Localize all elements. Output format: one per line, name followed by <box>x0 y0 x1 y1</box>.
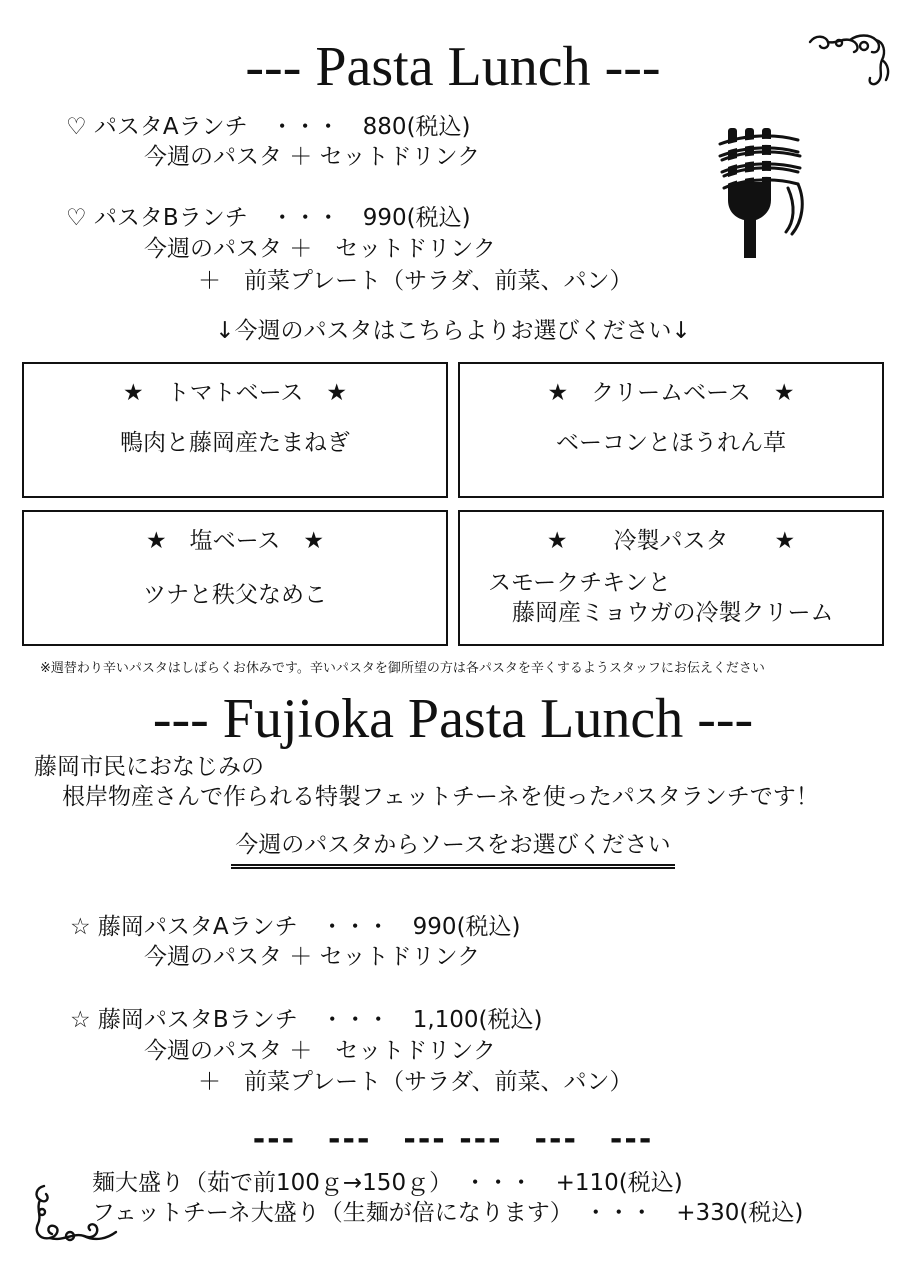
option-description-line2: 藤岡産ミョウガの冷製クリーム <box>512 600 834 626</box>
option-heading: ★ 塩ベース ★ <box>145 528 325 554</box>
fujioka-a-lunch-desc: 今週のパスタ ＋ セットドリンク <box>144 944 481 970</box>
sauce-prompt: 今週のパスタからソースをお選びください <box>231 830 674 869</box>
option-heading: ★ クリームベース ★ <box>547 380 795 406</box>
option-description-line1: スモークチキンと <box>488 570 671 596</box>
option-box-cream <box>458 362 884 498</box>
option-box-cold <box>458 510 884 646</box>
option-heading: ★ トマトベース ★ <box>122 380 348 406</box>
pasta-b-lunch-desc: 今週のパスタ ＋ セットドリンク <box>144 236 496 262</box>
pasta-lunch-title: --- Pasta Lunch --- <box>245 36 661 98</box>
option-description: ツナと秩父なめこ <box>143 582 327 608</box>
option-description: ベーコンとほうれん草 <box>556 430 786 456</box>
fujioka-pasta-lunch-title: --- Fujioka Pasta Lunch --- <box>152 688 754 750</box>
option-description: 鴨肉と藤岡産たまねぎ <box>120 430 350 456</box>
pasta-b-lunch-extra: ＋ 前菜プレート（サラダ、前菜、パン） <box>198 268 633 294</box>
option-box-salt <box>22 510 448 646</box>
fujioka-intro-line1: 藤岡市民におなじみの <box>34 754 264 780</box>
pasta-a-lunch-name: ♡ パスタAランチ ・・・ 880(税込) <box>66 114 471 140</box>
section-separator: --- --- --- --- --- --- <box>252 1122 654 1157</box>
fujioka-b-lunch-name: ☆ 藤岡パスタBランチ ・・・ 1,100(税込) <box>70 1007 543 1033</box>
fujioka-a-lunch-name: ☆ 藤岡パスタAランチ ・・・ 990(税込) <box>70 914 521 940</box>
pasta-a-lunch-desc: 今週のパスタ ＋ セットドリンク <box>144 144 481 170</box>
pasta-b-lunch-name: ♡ パスタBランチ ・・・ 990(税込) <box>66 205 471 231</box>
fujioka-b-lunch-desc: 今週のパスタ ＋ セットドリンク <box>144 1038 496 1064</box>
option-box-tomato <box>22 362 448 498</box>
fujioka-b-lunch-extra: ＋ 前菜プレート（サラダ、前菜、パン） <box>198 1069 633 1095</box>
fujioka-intro-line2: 根岸物産さんで作られる特製フェットチーネを使ったパスタランチです！ <box>62 784 819 810</box>
fork-icon <box>716 122 806 262</box>
large-fettuccine-option: フェットチーネ大盛り（生麺が倍になります） ・・・ +330(税込) <box>92 1200 804 1226</box>
choose-pasta-prompt: ↓今週のパスタはこちらよりお選びください↓ <box>215 318 691 344</box>
sauce-prompt-wrap <box>0 830 906 869</box>
large-noodle-option: 麺大盛り（茹で前100ｇ→150ｇ） ・・・ +110(税込) <box>92 1170 683 1196</box>
spicy-pasta-note: ※週替わり辛いパスタはしばらくお休みです。辛いパスタを御所望の方は各パスタを辛くするようスタッフにお伝えください <box>40 661 765 676</box>
option-heading: ★ 冷製パスタ ★ <box>546 528 796 554</box>
